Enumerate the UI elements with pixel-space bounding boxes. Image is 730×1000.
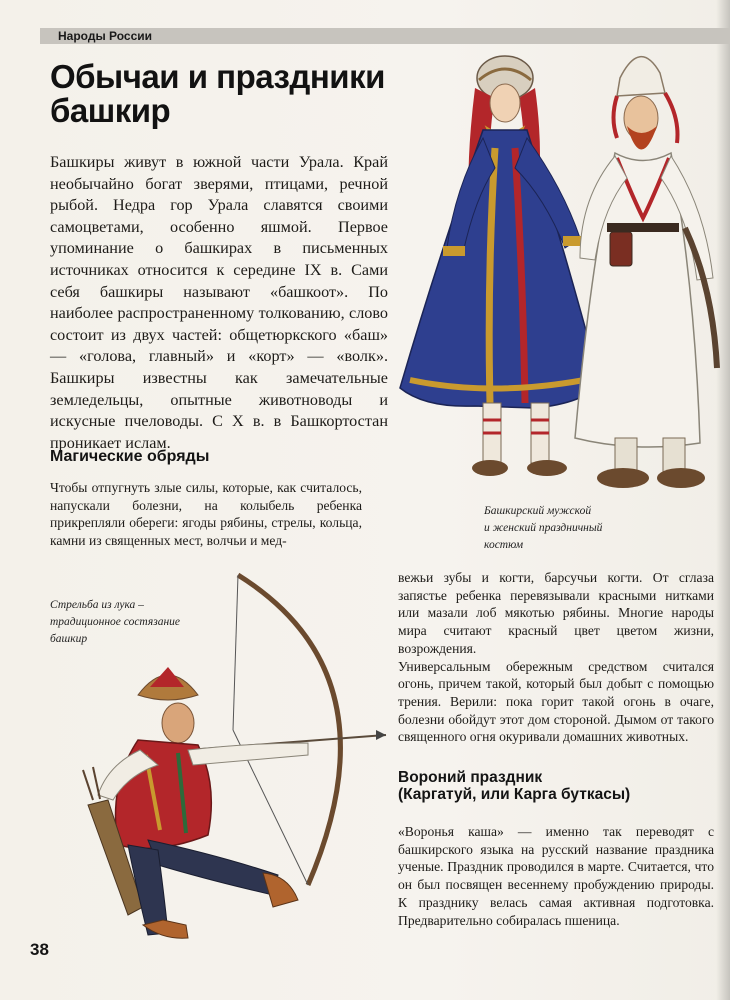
section-header-label: Народы России: [58, 29, 153, 43]
archer-illustration: [68, 555, 398, 945]
magic-rites-text-2: Универсальным обережным средством считался огонь, причем такой, который был добыт с помощью трения. Верили: пока горит такой огонь в очаге, болезни обойдут этот дом стороной. Дымом от такого священного огня окуривали домашних животных.: [398, 658, 714, 745]
man-figure: [575, 57, 717, 488]
crow-festival-paragraph: «Воронья каша» — именно так переводят с башкирского языка на русский название праздника ученые. Праздник проводился в марте. Считается, что он был посвящен весеннему пробуждению природы. К празднику велась самая активная подготовка. Предварительно собиралась пшеница.: [398, 824, 714, 928]
costume-caption: [484, 503, 634, 554]
costume-illustration: [395, 48, 725, 493]
intro-paragraph: Башкиры живут в южной части Урала. Край необычайно богат зверями, птицами, речной рыбой. Недра гор Урала славятся своими самоцветами, особенно яшмой. Первое упоминание о башкирах в письменных источниках относится к середине IX в. Сами себя башкиры называют «башкоот». По наиболее распространенному толкованию, слово состоит из двух частей: общетюркского «баш» — «голова, главный» и «корт» — «волк». Башкиры известны как замечательные земледельцы, опытные животноводы и искусные пчеловоды. С X в. в Башкортостан проникает ислам.: [50, 153, 388, 452]
costume-caption-line-2: и женский праздничный: [484, 522, 603, 534]
page-title: [50, 60, 450, 128]
crow-festival-heading: [398, 769, 698, 803]
archer-caption-line-2: традиционное состязание: [50, 616, 181, 628]
crow-festival-heading-line-2: (Каргатуй, или Карга буткасы): [398, 786, 631, 803]
crow-festival-heading-line-1: Вороний праздник: [398, 769, 543, 786]
title-line-2: башкир: [50, 92, 171, 129]
title-line-1: Обычаи и праздники: [50, 58, 385, 95]
magic-rites-heading: Магические обряды: [50, 448, 210, 465]
costume-caption-line-3: костюм: [484, 539, 524, 551]
magic-rites-text-1: вежьи зубы и когти, барсучьи когти. От сглаза запястье ребенка перевязывали красными нитками или мазали лоб мякотью рябины. Многие народы мира считают красный цвет цветом жизни, возрождения.: [398, 570, 714, 656]
archer-caption-line-3: башкир: [50, 633, 88, 645]
magic-rites-paragraph-continued: [398, 569, 714, 746]
woman-figure: [400, 56, 600, 476]
archer-caption-line-1: Стрельба из лука –: [50, 599, 144, 611]
bow-shape: [238, 575, 340, 885]
magic-rites-paragraph: Чтобы отпугнуть злые силы, которые, как считалось, напускали болезни, на колыбель ребенка прикрепляли обереги: ягоды рябины, стрелы, кольца, камни из священных мест, волчьи и мед-: [50, 480, 362, 549]
bowstring: [233, 575, 238, 730]
page-number: 38: [30, 940, 49, 959]
costume-caption-line-1: Башкирский мужской: [484, 505, 592, 517]
